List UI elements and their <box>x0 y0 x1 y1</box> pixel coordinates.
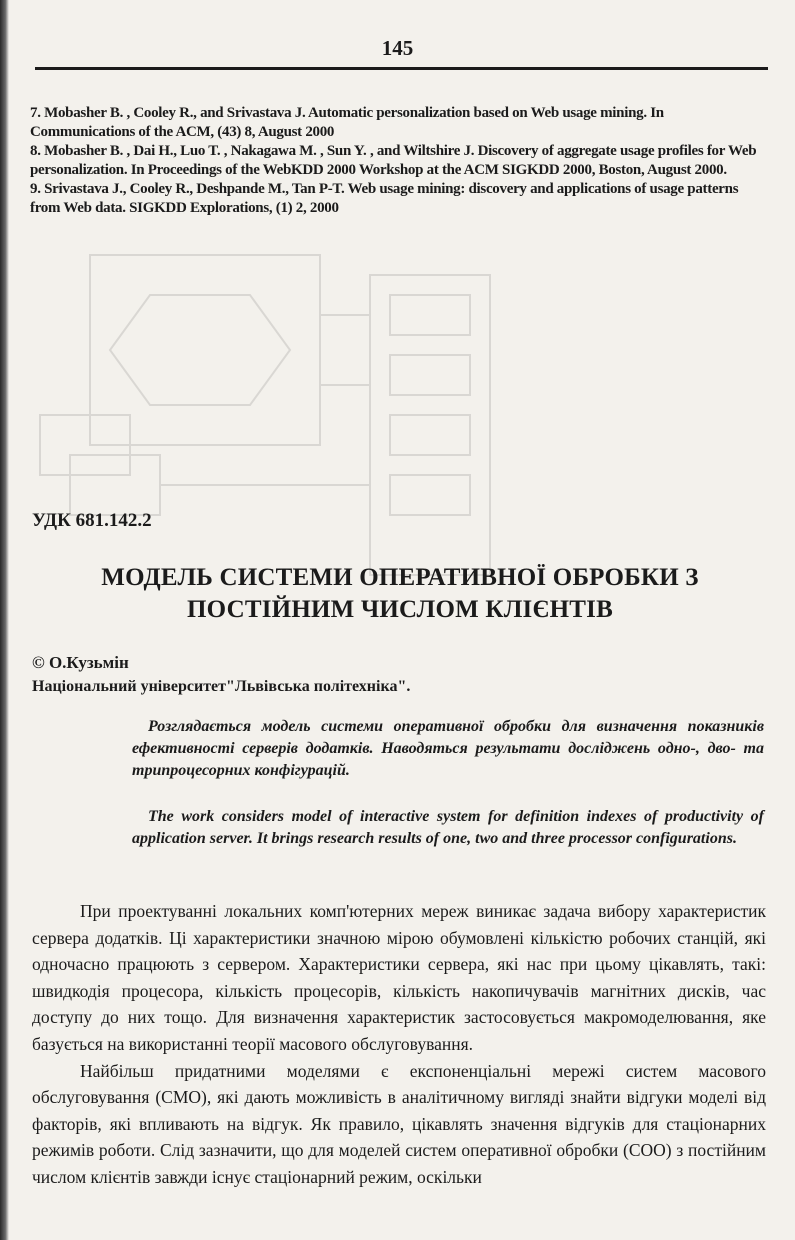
title-line: МОДЕЛЬ СИСТЕМИ ОПЕРАТИВНОЇ ОБРОБКИ З <box>101 564 699 591</box>
scan-edge-shadow <box>0 0 9 1240</box>
author-name: © О.Кузьмін <box>32 653 129 672</box>
header-rule <box>35 67 768 70</box>
abstract-ukrainian: Розглядається модель системи оперативної обробки для визначення показників ефективності серверів додатків. Наводяться результати досліджень одно-, дво- та трипроцесорних конфігурацій. <box>132 718 764 779</box>
body-paragraph: Найбільш придатними моделями є експоненціальні мережі систем масового обслуговування (СМО), які дають можливість в аналітичному вигляді знайти відгуки моделі від факторів, які впливають на відгук. Як правило, цікавлять значення відгуків для стаціонарних режимів роботи. Слід зазначити, що для моделей систем оперативної обробки (СОО) з постійним числом клієнтів завжди існує стаціонарний режим, оскільки <box>32 1060 766 1187</box>
udk-code: УДК 681.142.2 <box>32 510 152 531</box>
article-title <box>40 562 760 626</box>
title-line: ПОСТІЙНИМ ЧИСЛОМ КЛІЄНТІВ <box>187 596 613 623</box>
page-number: 145 <box>381 36 414 60</box>
author-affiliation: Національний університет"Львівська політехніка". <box>32 678 411 695</box>
reference-item: 9. Srivastava J., Cooley R., Deshpande M., Tan P-T. Web usage mining: discovery and applications of usage patterns from Web data. SIGKDD Explorations, (1) 2, 2000 <box>30 181 739 216</box>
reference-list <box>30 104 770 218</box>
reference-item: 7. Mobasher B. , Cooley R., and Srivastava J. Automatic personalization based on Web usage mining. In Communications of the ACM, (43) 8, August 2000 <box>30 105 664 140</box>
abstract-english: The work considers model of interactive system for definition indexes of productivity of application server. It brings research results of one, two and three processor configurations. <box>132 808 764 847</box>
reference-item: 8. Mobasher B. , Dai H., Luo T. , Nakagawa M. , Sun Y. , and Wiltshire J. Discovery of aggregate usage profiles for Web personalization. In Proceedings of the WebKDD 2000 Workshop at the ACM SIGKDD 2000, Boston, August 2000. <box>30 143 757 178</box>
article-body <box>32 898 766 1191</box>
body-paragraph: При проектуванні локальних комп'ютерних мереж виникає задача вибору характеристик сервера додатків. Ці характеристики значною мірою обумовлені кількістю робочих станцій, які одночасно працюють з сервером. Характеристики сервера, які нас при цьому цікавлять, такі: швидкодія процесора, кількість процесорів, кількість накопичувачів магнітних дисків, час доступу до них тощо. Для визначення характеристик застосовується макромоделювання, яке базується на використанні теорії масового обслуговування. <box>32 901 766 1054</box>
